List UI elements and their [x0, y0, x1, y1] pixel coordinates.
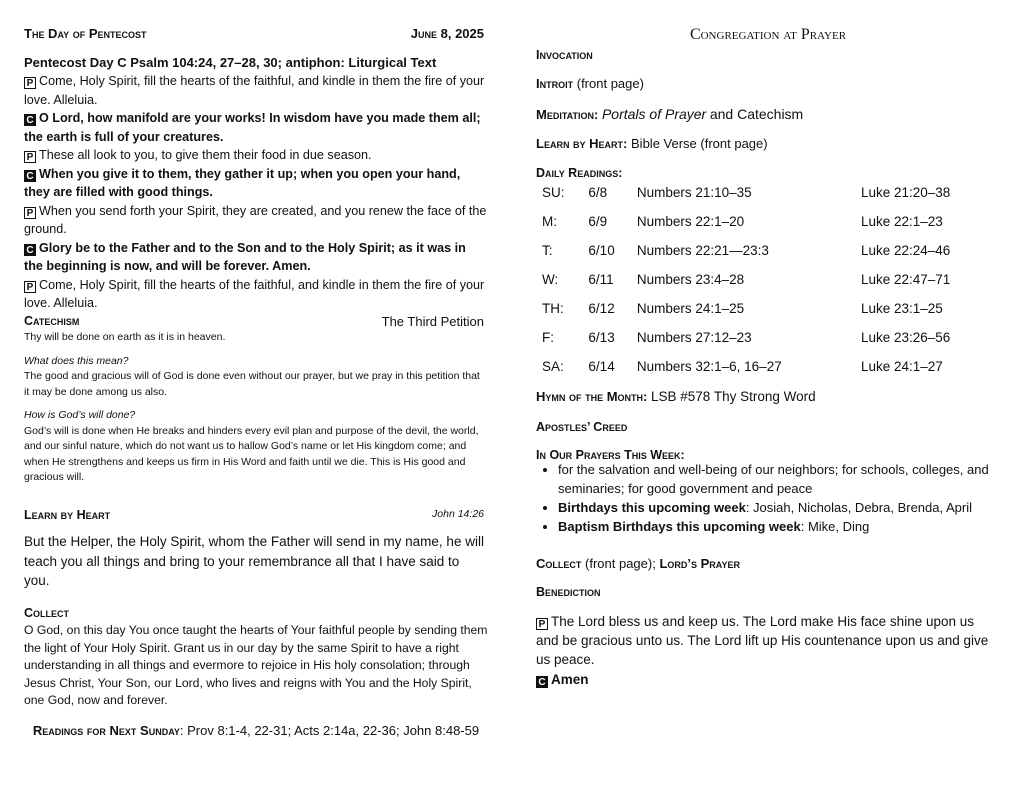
psalm-line [24, 146, 488, 165]
benediction-text: The Lord bless us and keep us. The Lord make His face shine upon us and be gracious unto us. The Lord lift up His countenance upon us and give us peace. [536, 614, 989, 667]
prayer-birthdays-label: Birthdays this upcoming week [558, 500, 746, 515]
psalm-line-text: When you give it to them, they gather it up; when you open your hand, they are filled with good things. [24, 166, 461, 199]
psalm-line [24, 72, 488, 109]
reading-row [542, 294, 972, 323]
benediction-heading: Benediction [536, 585, 601, 599]
reading-day: T: [542, 243, 553, 258]
learn-reference: John 14:26 [432, 508, 484, 520]
reading-day: M: [542, 214, 557, 229]
psalm-line [24, 202, 488, 239]
learn-heading: Learn by Heart [24, 508, 111, 522]
reading-row [542, 236, 972, 265]
reading-ot: Numbers 24:1–25 [636, 301, 745, 316]
psalm-section [24, 54, 488, 313]
prayer-baptism-text: : Mike, Ding [800, 519, 870, 534]
learn-by-heart-label: Learn by Heart: [536, 136, 628, 151]
psalm-line-text: When you send forth your Spirit, they are created, and you renew the face of the ground. [24, 203, 487, 236]
reading-row [542, 178, 972, 207]
prayer-item [558, 517, 1024, 536]
prayer-item [558, 498, 1024, 517]
catechism-intro: Thy will be done on earth as it is in heaven. [24, 331, 226, 343]
congregation-marker-icon: C [24, 244, 36, 256]
psalm-line-text: Come, Holy Spirit, fill the hearts of the faithful, and kindle in them the fire of your love. Alleluia. [24, 277, 485, 310]
reading-nt: Luke 21:20–38 [860, 185, 951, 200]
reading-date: 6/9 [588, 214, 608, 229]
psalm-line [24, 276, 488, 313]
pastor-marker-icon: P [24, 77, 36, 89]
reading-nt: Luke 24:1–27 [860, 359, 943, 374]
reading-nt: Luke 23:26–56 [860, 330, 951, 345]
prayer-birthdays-text: : Josiah, Nicholas, Debra, Brenda, April [745, 500, 972, 515]
hymn-line [536, 389, 816, 404]
page-date: June 8, 2025 [410, 26, 484, 41]
reading-row [542, 207, 972, 236]
prayers-heading: In Our Prayers This Week: [536, 448, 685, 462]
pastor-marker-icon: P [24, 207, 36, 219]
reading-row [542, 352, 972, 381]
congregation-marker-icon: C [24, 114, 36, 126]
pastor-marker-icon: P [24, 151, 36, 163]
daily-readings-heading: Daily Readings: [536, 166, 623, 180]
pastor-marker-icon: P [536, 618, 548, 630]
learn-by-heart-line [536, 136, 768, 151]
reading-date: 6/8 [588, 185, 608, 200]
collect-heading: Collect [24, 606, 70, 620]
reading-ot: Numbers 22:1–20 [636, 214, 745, 229]
catechism-answer-1: The good and gracious will of God is done even without our prayer, but we pray in this petition that it may be done among us also. [24, 370, 480, 398]
next-readings-label: Readings for Next Sunday [32, 723, 180, 738]
collect-note: (front page); [585, 556, 656, 571]
reading-day: W: [542, 272, 559, 287]
reading-ot: Numbers 27:12–23 [636, 330, 752, 345]
reading-ot: Numbers 22:21—23:3 [636, 243, 769, 258]
reading-day: F: [542, 330, 554, 345]
amen-line [536, 670, 996, 689]
reading-ot: Numbers 23:4–28 [636, 272, 745, 287]
hymn-label: Hymn of the Month: [536, 389, 648, 404]
reading-date: 6/13 [588, 330, 615, 345]
introit-note: (front page) [576, 76, 644, 91]
benediction-block [536, 612, 996, 689]
meditation-label: Meditation: [536, 107, 599, 122]
invocation-heading: Invocation [536, 48, 593, 62]
pastor-marker-icon: P [24, 281, 36, 293]
catechism-question-2: How is God’s will done? [24, 409, 136, 421]
reading-day: TH: [542, 301, 564, 316]
congregation-marker-icon: C [24, 170, 36, 182]
collect-text: O God, on this day You once taught the hearts of Your faithful people by sending them the light of Your Holy Spirit. Grant us in our day by the same Spirit to have a right understanding in all things and evermore to rejoice in His holy consolation; through Jesus Christ, Your Son, our Lord, who lives and reigns with You and the Holy Spirit, one God, now and forever. [24, 623, 488, 707]
learn-verse: But the Helper, the Holy Spirit, whom the Father will send in my name, he will teach you all things and bring to your remembrance all that I have said to you. [24, 534, 484, 588]
psalm-line-text: Glory be to the Father and to the Son and to the Holy Spirit; as it was in the beginning is now, and will be forever. Amen. [24, 240, 466, 273]
prayer-baptism-label: Baptism Birthdays this upcoming week [558, 519, 801, 534]
prayer-item [558, 460, 1024, 498]
prayers-list [536, 460, 1024, 536]
catechism-question-1: What does this mean? [24, 354, 129, 367]
reading-nt: Luke 22:47–71 [860, 272, 951, 287]
reading-ot: Numbers 21:10–35 [636, 185, 752, 200]
meditation-italic: Portals of Prayer [601, 106, 707, 122]
daily-readings-table [542, 178, 972, 381]
reading-date: 6/12 [588, 301, 615, 316]
creed-heading: Apostles’ Creed [536, 420, 628, 434]
psalm-line-text: Come, Holy Spirit, fill the hearts of the faithful, and kindle in them the fire of your love. Alleluia. [24, 74, 485, 107]
learn-section [24, 508, 484, 591]
introit-label: Introit [536, 76, 574, 91]
meditation-rest: and Catechism [709, 106, 804, 122]
prayer-item-text: for the salvation and well-being of our neighbors; for schools, colleges, and seminaries; for good government and peace [558, 462, 989, 496]
catechism-petition: The Third Petition [381, 314, 484, 329]
collect-section [24, 604, 488, 710]
reading-day: SU: [542, 185, 565, 200]
psalm-line-text: These all look to you, to give them their food in due season. [39, 148, 372, 162]
amen-text: Amen [551, 672, 589, 687]
catechism-answer-2: God’s will is done when He breaks and hinders every evil plan and purpose of the devil, the world, and our sinful nature, which do not want us to hallow God’s name or let His kingdom come; and when He strengthens and keeps us firm in His Word and faith until we die. This is His good and gracious will. [24, 424, 479, 483]
psalm-line [24, 165, 488, 202]
page-title: The Day of Pentecost [24, 26, 147, 41]
next-readings-colon: : [179, 723, 184, 738]
congregation-marker-icon: C [536, 676, 548, 688]
psalm-title: Pentecost Day C Psalm 104:24, 27–28, 30; antiphon: Liturgical Text [24, 55, 437, 70]
psalm-line [24, 109, 488, 146]
collect-line [536, 556, 740, 571]
catechism-section [24, 314, 484, 486]
psalm-lines [24, 72, 488, 313]
reading-nt: Luke 22:1–23 [860, 214, 943, 229]
learn-by-heart-text: Bible Verse (front page) [631, 136, 768, 151]
reading-row [542, 265, 972, 294]
reading-nt: Luke 22:24–46 [860, 243, 951, 258]
meditation-line [536, 106, 803, 122]
reading-date: 6/10 [588, 243, 615, 258]
right-title: Congregation at Prayer [689, 26, 847, 43]
next-readings-text: Prov 8:1-4, 22-31; Acts 2:14a, 22-36; John 8:48-59 [187, 723, 480, 738]
reading-day: SA: [542, 359, 564, 374]
reading-date: 6/14 [588, 359, 615, 374]
reading-nt: Luke 23:1–25 [860, 301, 943, 316]
reading-row [542, 323, 972, 352]
lords-prayer-label: Lord’s Prayer [659, 556, 740, 571]
reading-ot: Numbers 32:1–6, 16–27 [636, 359, 782, 374]
page-header [24, 26, 484, 41]
collect-label: Collect [536, 556, 582, 571]
psalm-line [24, 239, 488, 276]
hymn-text: LSB #578 Thy Strong Word [651, 389, 816, 404]
reading-date: 6/11 [588, 272, 614, 287]
psalm-line-text: O Lord, how manifold are your works! In wisdom have you made them all; the earth is full of your creatures. [24, 111, 481, 144]
next-readings [30, 722, 482, 740]
catechism-heading: Catechism [24, 314, 80, 328]
introit-line [536, 76, 644, 91]
